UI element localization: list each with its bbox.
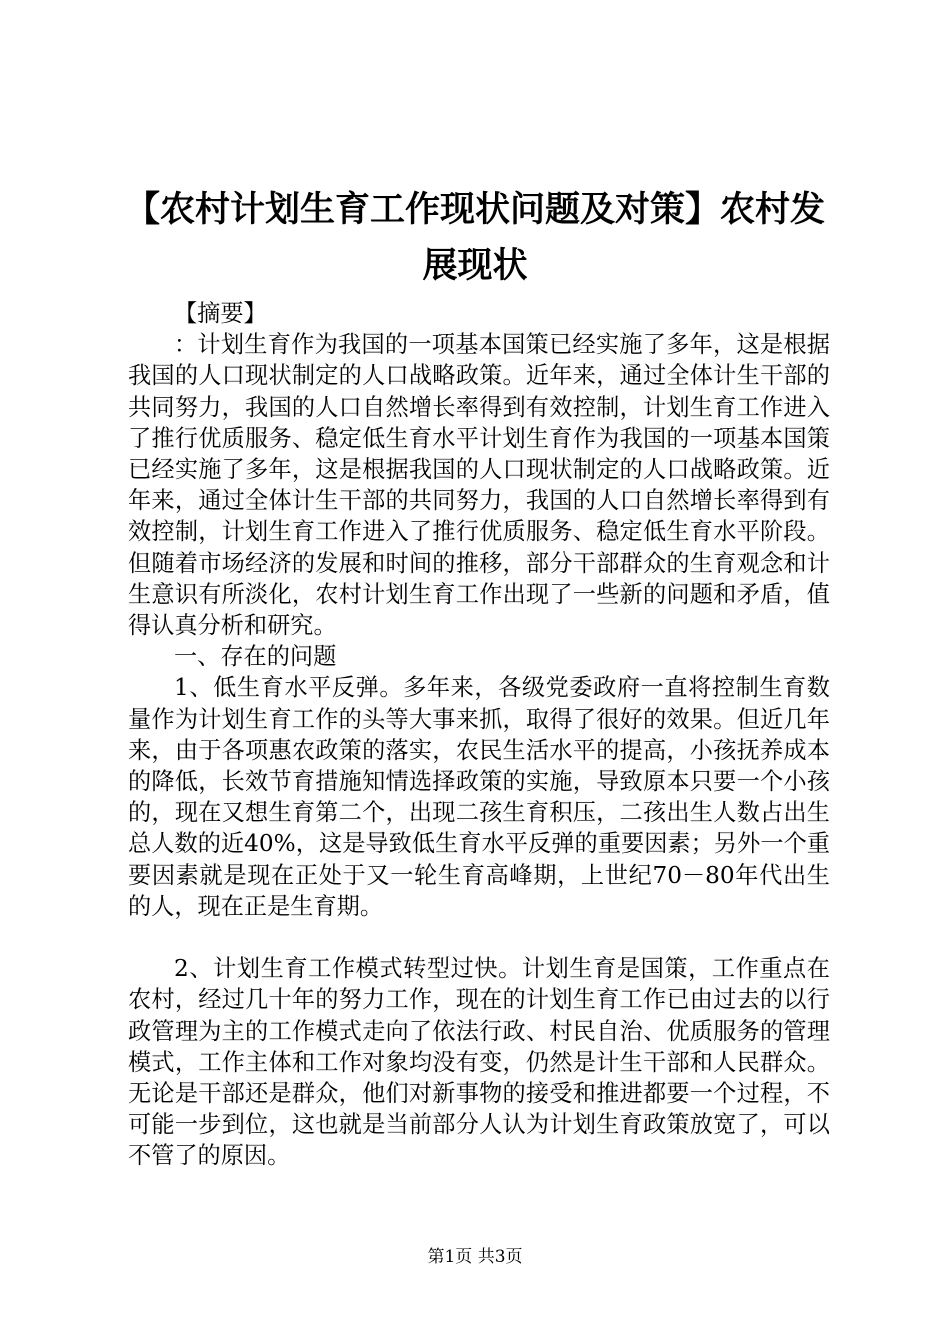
section-heading: 一、存在的问题	[174, 643, 337, 671]
abstract-heading: 【摘要】	[174, 300, 267, 327]
body-paragraph: 1、低生育水平反弹。多年来，各级党委政府一直将控制生育数量作为计划生育工作的头等大事来抓，取得了很好的效果。但近几年来，由于各项惠农政策的落实，农民生活水平的提高，小孩抚养成本的降低，长效节育措施知情选择政策的实施，导致原本只要一个小孩的，现在又想生育第二个，出现二孩生育积压，二孩出生人数占出生总人数的近40%，这是导致低生育水平反弹的重要因素；另外一个重要因素就是现在正处于又一轮生育高峰期，上世纪70－80年代出生的人，现在正是生育期。	[128, 674, 830, 920]
document-title: 【农村计划生育工作现状问题及对策】农村发展现状	[124, 190, 825, 286]
page-footer: 第1页 共3页	[427, 1247, 523, 1267]
abstract-paragraph: ：计划生育作为我国的一项基本国策已经实施了多年，这是根据我国的人口现状制定的人口战略政策。近年来，通过全体计生干部的共同努力，我国的人口自然增长率得到有效控制，计划生育工作进入了推行优质服务、稳定低生育水平计划生育作为我国的一项基本国策已经实施了多年，这是根据我国的人口现状制定的人口战略政策。近年来，通过全体计生干部的共同努力，我国的人口自然增长率得到有效控制，计划生育工作进入了推行优质服务、稳定低生育水平阶段。但随着市场经济的发展和时间的推移，部分干部群众的生育观念和计生意识有所淡化，农村计划生育工作出现了一些新的问题和矛盾，值得认真分析和研究。	[128, 331, 830, 640]
body-paragraph: 2、计划生育工作模式转型过快。计划生育是国策，工作重点在农村，经过几十年的努力工作，现在的计划生育工作已由过去的以行政管理为主的工作模式走向了依法行政、村民自治、优质服务的管理模式，工作主体和工作对象均没有变，仍然是计生干部和人民群众。无论是干部还是群众，他们对新事物的接受和推进都要一个过程，不可能一步到位，这也就是当前部分人认为计划生育政策放宽了，可以不管了的原因。	[128, 955, 830, 1170]
document-body	[128, 298, 830, 1172]
paragraph-spacer	[128, 922, 830, 953]
